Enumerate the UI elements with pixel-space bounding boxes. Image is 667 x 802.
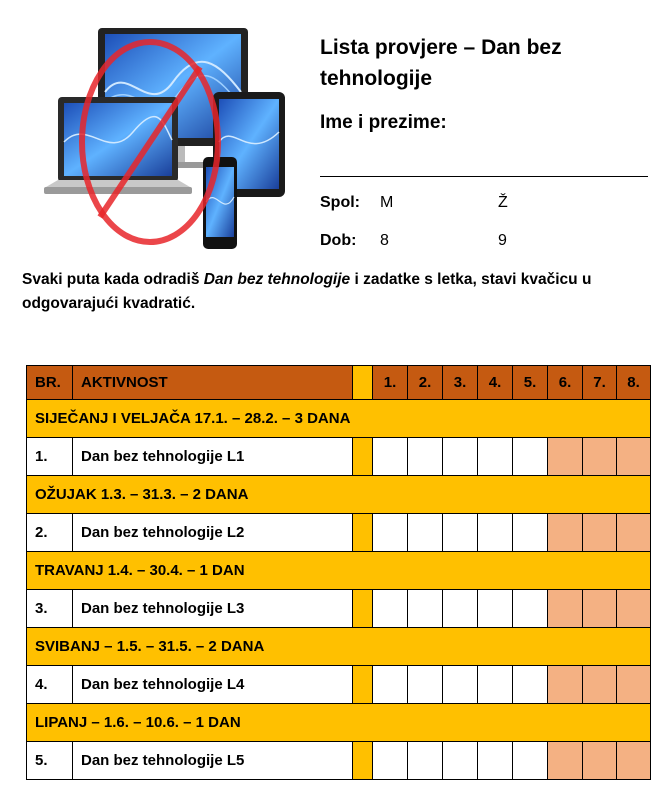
col-header-activity: AKTIVNOST (73, 366, 353, 400)
instructions (22, 268, 657, 316)
row-number: 2. (27, 514, 73, 552)
checkbox-cell-8[interactable] (617, 514, 651, 552)
checkbox-cell-1[interactable] (373, 590, 408, 628)
table-row (27, 742, 651, 780)
row-activity: Dan bez tehnologije L3 (73, 590, 353, 628)
checkbox-cell-6[interactable] (548, 438, 583, 476)
section-title: SVIBANJ – 1.5. – 31.5. – 2 DANA (27, 628, 651, 666)
section-row (27, 552, 651, 590)
row-activity: Dan bez tehnologije L2 (73, 514, 353, 552)
checkbox-cell-8[interactable] (617, 590, 651, 628)
table-row (27, 590, 651, 628)
col-header-no: BR. (27, 366, 73, 400)
checkbox-cell-1[interactable] (373, 438, 408, 476)
name-label: Ime i prezime: (320, 112, 447, 133)
checkbox-cell-3[interactable] (443, 742, 478, 780)
col-header-4: 4. (478, 366, 513, 400)
checkbox-cell-8[interactable] (617, 742, 651, 780)
table-row (27, 514, 651, 552)
col-header-8: 8. (617, 366, 651, 400)
checkbox-cell-4[interactable] (478, 438, 513, 476)
section-title: TRAVANJ 1.4. – 30.4. – 1 DAN (27, 552, 651, 590)
checkbox-cell-4[interactable] (478, 514, 513, 552)
row-spacer (353, 514, 373, 552)
checkbox-cell-3[interactable] (443, 438, 478, 476)
row-activity: Dan bez tehnologije L4 (73, 666, 353, 704)
row-activity: Dan bez tehnologije L5 (73, 742, 353, 780)
checkbox-cell-2[interactable] (408, 666, 443, 704)
checkbox-cell-1[interactable] (373, 742, 408, 780)
checkbox-cell-6[interactable] (548, 666, 583, 704)
checkbox-cell-4[interactable] (478, 742, 513, 780)
row-number: 4. (27, 666, 73, 704)
gender-label: Spol: (320, 194, 360, 211)
checkbox-cell-8[interactable] (617, 438, 651, 476)
checkbox-cell-7[interactable] (583, 666, 617, 704)
checkbox-cell-5[interactable] (513, 666, 548, 704)
checkbox-cell-3[interactable] (443, 666, 478, 704)
checkbox-cell-2[interactable] (408, 438, 443, 476)
section-title: OŽUJAK 1.3. – 31.3. – 2 DANA (27, 476, 651, 514)
instructions-text-2: i zadatke s letka, stavi kvačicu u odgovarajući kvadratić. (22, 271, 592, 312)
checkbox-cell-2[interactable] (408, 590, 443, 628)
checkbox-cell-5[interactable] (513, 438, 548, 476)
row-spacer (353, 590, 373, 628)
devices-prohibited-icon (28, 22, 298, 252)
checkbox-cell-6[interactable] (548, 514, 583, 552)
age-label: Dob: (320, 232, 357, 249)
col-header-7: 7. (583, 366, 617, 400)
checkbox-cell-7[interactable] (583, 742, 617, 780)
row-spacer (353, 742, 373, 780)
checkbox-cell-7[interactable] (583, 590, 617, 628)
age-option-8[interactable]: 8 (380, 232, 389, 249)
checkbox-cell-6[interactable] (548, 590, 583, 628)
row-spacer (353, 438, 373, 476)
instructions-emphasis: Dan bez tehnologije (203, 271, 351, 288)
section-title: SIJEČANJ I VELJAČA 17.1. – 28.2. – 3 DANA (27, 400, 651, 438)
checkbox-cell-8[interactable] (617, 666, 651, 704)
table-header-row (27, 366, 651, 400)
row-number: 1. (27, 438, 73, 476)
checkbox-cell-5[interactable] (513, 514, 548, 552)
checkbox-cell-4[interactable] (478, 666, 513, 704)
section-title: LIPANJ – 1.6. – 10.6. – 1 DAN (27, 704, 651, 742)
row-number: 3. (27, 590, 73, 628)
checkbox-cell-7[interactable] (583, 514, 617, 552)
col-header-6: 6. (548, 366, 583, 400)
section-row (27, 704, 651, 742)
instructions-text-1: Svaki puta kada odradiš (22, 271, 204, 288)
table-row (27, 438, 651, 476)
checkbox-cell-3[interactable] (443, 590, 478, 628)
checkbox-cell-4[interactable] (478, 590, 513, 628)
checkbox-cell-7[interactable] (583, 438, 617, 476)
checkbox-cell-2[interactable] (408, 742, 443, 780)
row-spacer (353, 666, 373, 704)
checkbox-cell-6[interactable] (548, 742, 583, 780)
checkbox-cell-2[interactable] (408, 514, 443, 552)
gender-option-m[interactable]: M (380, 194, 394, 211)
checklist-table (26, 365, 651, 780)
section-row (27, 476, 651, 514)
col-header-1: 1. (373, 366, 408, 400)
gender-option-z[interactable]: Ž (498, 194, 508, 211)
page-title: Lista provjere – Dan bez tehnologije (320, 36, 562, 90)
checkbox-cell-5[interactable] (513, 590, 548, 628)
checkbox-cell-3[interactable] (443, 514, 478, 552)
section-row (27, 628, 651, 666)
table-row (27, 666, 651, 704)
col-header-2: 2. (408, 366, 443, 400)
row-activity: Dan bez tehnologije L1 (73, 438, 353, 476)
row-number: 5. (27, 742, 73, 780)
age-option-9[interactable]: 9 (498, 232, 507, 249)
checkbox-cell-1[interactable] (373, 514, 408, 552)
checkbox-cell-5[interactable] (513, 742, 548, 780)
col-header-5: 5. (513, 366, 548, 400)
section-row (27, 400, 651, 438)
col-header-3: 3. (443, 366, 478, 400)
col-header-spacer (353, 366, 373, 400)
checkbox-cell-1[interactable] (373, 666, 408, 704)
name-input-line[interactable] (320, 176, 648, 177)
